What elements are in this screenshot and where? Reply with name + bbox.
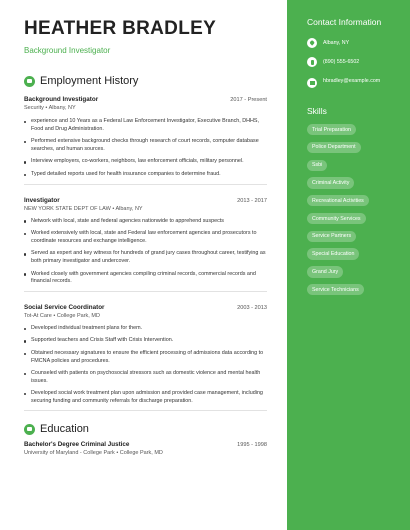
contact-phone (307, 57, 400, 67)
job-bullet: experience and 10 Years as a Federal Law Enforcement Investigator, Executive Branch, DHHS, Food and Drug Administration. (24, 118, 267, 133)
job-entry (24, 304, 267, 406)
job-title: Social Service Coordinator (24, 303, 105, 311)
job-employer: NEW YORK STATE DEPT OF LAW (24, 205, 111, 212)
school-location: University of Maryland - College Park • College Park, MD (24, 450, 163, 457)
job-bullet: Served as expert and key witness for hundreds of grand jury cases throughout career, testifying as both primary investigator and undercover. (24, 250, 267, 265)
skills-title: Skills (307, 106, 327, 116)
job-bullet: Worked closely with government agencies compiling criminal records, commercial records and financial records. (24, 271, 267, 286)
contact-location-text: Albany, NY (323, 40, 350, 46)
job-bullet: Counseled with patients on psychosocial stressors such as domestic violence and mental health issues. (24, 370, 267, 385)
skill-tag: Service Technicians (307, 284, 364, 295)
job-employer-location: Security • Albany, NY (24, 105, 76, 111)
education-dates: 1995 - 1998 (237, 442, 267, 449)
mail-icon (307, 78, 317, 88)
contact-list (307, 38, 400, 88)
job-bullet: Worked extensively with local, state and Federal law enforcement agencies and prosecutors to coordinate resources and exchange intelligence. (24, 230, 267, 245)
job-bullet: Interview employers, co-workers, neighbors, law enforcement officials, military personnel. (24, 158, 267, 166)
briefcase-icon (24, 76, 35, 87)
job-bullets (24, 218, 267, 286)
skill-tag: Service Partners (307, 231, 356, 242)
job-bullet: Developed social work treatment plan upon admission and provided case management, including securing funding and community referrals for discharge preparation. (24, 390, 267, 405)
job-employer-location: Tot-At Care • College Park, MD (24, 312, 100, 319)
section-title-employment: Employment History (40, 75, 139, 87)
job-title: Investigator (24, 196, 60, 204)
skill-tag: Grand Jury (307, 266, 343, 277)
skill-tag: Trial Preparation (307, 124, 356, 135)
divider (24, 410, 267, 411)
school-location-text: College Park, MD (119, 450, 163, 457)
job-dates: 2017 - Present (230, 97, 267, 103)
job-bullet: Obtained necessary signatures to ensure the efficient processing of admissions data according to FMCNA policies and procedures. (24, 350, 267, 365)
job-location: Albany, NY (48, 105, 76, 111)
job-bullets (24, 118, 267, 179)
skill-tag: Criminal Activity (307, 177, 354, 188)
job-bullet: Network with local, state and federal agencies nationwide to apprehend suspects (24, 218, 267, 226)
job-employer: Tot-At Care (24, 312, 52, 319)
graduation-cap-icon (24, 424, 35, 435)
location-pin-icon (307, 38, 317, 48)
job-dates: 2013 - 2017 (237, 197, 267, 204)
contact-email (307, 76, 400, 88)
job-bullet: Developed individual treatment plans for them. (24, 325, 267, 333)
skill-tag: Community Services (307, 213, 366, 224)
job-dates: 2003 - 2013 (237, 304, 267, 311)
job-bullet: Supported teachers and Crisis Staff with Crisis Intervention. (24, 337, 267, 345)
job-bullet: Performed extensive background checks through research of court records, computer database searches, and human sources. (24, 138, 267, 153)
job-bullet: Typed detailed reports used for health insurance companies to determine fraud. (24, 171, 267, 179)
divider (24, 184, 267, 185)
job-bullets (24, 325, 267, 406)
job-location: Albany, NY (115, 205, 143, 212)
contact-phone-text: (890) 555-6502 (323, 59, 360, 65)
job-employer-location: NEW YORK STATE DEPT OF LAW • Albany, NY (24, 205, 143, 212)
employment-history-header (24, 75, 267, 87)
education-header (24, 423, 267, 435)
job-title: Background Investigator (24, 96, 99, 103)
skill-tag: Special Education (307, 248, 359, 259)
degree-title: Bachelor's Degree Criminal Justice (24, 441, 130, 449)
job-entry (24, 96, 267, 179)
section-title-education: Education (40, 423, 89, 436)
contact-email-text[interactable]: hbradley@example.com (323, 78, 381, 84)
skill-tag: Ssbi (307, 160, 327, 171)
contact-location (307, 38, 400, 48)
school-name: University of Maryland - College Park (24, 450, 115, 457)
phone-icon (307, 57, 317, 67)
contact-title: Contact Information (307, 17, 382, 27)
divider (24, 291, 267, 292)
candidate-name: HEATHER BRADLEY (24, 18, 217, 39)
skills-list (307, 124, 400, 295)
skill-tag: Recreational Activities (307, 195, 369, 206)
skill-tag: Police Department (307, 142, 361, 153)
education-entry (24, 441, 267, 456)
job-employer: Security (24, 105, 44, 111)
candidate-role: Background Investigator (24, 46, 111, 55)
sidebar (287, 0, 410, 530)
job-entry (24, 197, 267, 286)
job-location: College Park, MD (56, 312, 100, 319)
